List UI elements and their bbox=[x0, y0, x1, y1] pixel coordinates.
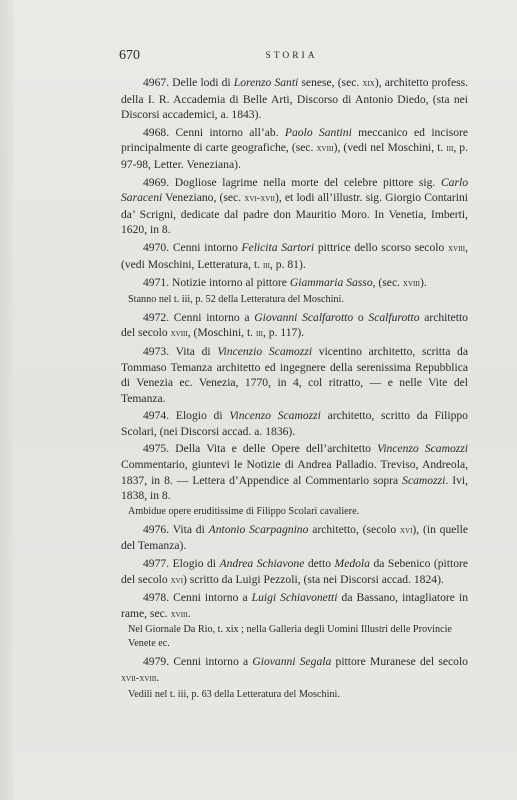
entry-note: Stanno nel t. iii, p. 52 della Letteratura del Moschini. bbox=[128, 293, 344, 305]
entry-number: 4976. bbox=[143, 522, 170, 536]
page-header bbox=[119, 48, 464, 68]
page-number: 670 bbox=[119, 48, 140, 63]
entry-text-part: meccanico ed incisore principalmente di carte geografiche, (sec. bbox=[121, 125, 469, 155]
entry-text-part: senese, (sec. bbox=[298, 76, 363, 89]
entry-4973 bbox=[121, 344, 468, 406]
subject-name: Giovanni Scalfarotto bbox=[254, 310, 354, 324]
entry-text-part: , (vedi Moschini, Letteratura, t. bbox=[121, 240, 468, 271]
entry-text-part: ), (vedi nel Moschini, t. bbox=[333, 141, 447, 155]
entry-number: 4978. bbox=[143, 591, 170, 605]
entry-4977 bbox=[121, 556, 468, 588]
entry-4975 bbox=[121, 441, 468, 518]
entry-number: 4975. bbox=[143, 442, 170, 456]
entry-4978 bbox=[121, 590, 468, 651]
century-numeral: xviii bbox=[170, 328, 188, 340]
running-title: STORIA bbox=[265, 51, 318, 61]
volume-numeral: iii bbox=[446, 143, 454, 155]
entry-number: 4973. bbox=[143, 344, 170, 358]
century-numeral: xviii bbox=[447, 242, 466, 254]
entry-4974 bbox=[121, 408, 468, 439]
entry-text bbox=[121, 240, 468, 273]
volume-numeral: iii bbox=[262, 259, 270, 271]
entry-text-part: ), architetto profess. della I. R. Accademia di Belle Arti, Discorso di Antonio Diedo, (sta nei Discorsi accademici, a. 1843). bbox=[121, 76, 469, 122]
entry-text-part: Notizie intorno al pittore bbox=[172, 276, 290, 290]
entry-text-part: Elogio di bbox=[175, 409, 230, 423]
entry-text-part: Vita di bbox=[175, 344, 218, 358]
century-numeral: xvi bbox=[399, 524, 413, 536]
entry-text bbox=[121, 556, 468, 588]
entry-text-part: o bbox=[353, 310, 369, 324]
entry-text-part: Elogio di bbox=[172, 557, 220, 571]
entry-4972 bbox=[121, 310, 468, 342]
entry-text bbox=[121, 441, 468, 503]
subject-name: Giovanni Segala bbox=[252, 655, 332, 669]
entry-text bbox=[121, 408, 468, 439]
subject-name: Vincenzio Scamozzi bbox=[217, 344, 313, 358]
entry-text-part: ), et lodi all’illustr. sig. Giorgio Contarini da’ Scrigni, dedicate dal padre don Mauritio Moro. In Venetia, Imberti, 1620, in 8. bbox=[121, 191, 468, 237]
entry-text-part: pittore Muranese del secolo bbox=[331, 655, 468, 669]
century-numeral: xviii bbox=[170, 608, 188, 620]
entry-note: Vedili nel t. iii, p. 63 della Letteratura del Moschini. bbox=[128, 688, 340, 700]
entry-note: Nel Giornale Da Rio, t. xix ; nella Galleria degli Uomini Illustri delle Provincie Venete ec. bbox=[128, 624, 452, 650]
entry-text-part: Cenni intorno a bbox=[173, 310, 255, 324]
entry-text bbox=[121, 275, 468, 292]
century-numeral: xvii-xviii bbox=[121, 673, 157, 684]
century-numeral: xviii bbox=[316, 143, 334, 155]
entry-text-part: Cenni intorno a bbox=[173, 655, 253, 669]
entry-text-part: Cenni intorno bbox=[172, 240, 242, 254]
subject-name: Antonio Scarpagnino bbox=[208, 522, 309, 536]
volume-numeral: iii bbox=[255, 328, 263, 340]
entry-4969 bbox=[121, 175, 468, 238]
entry-text-part: pittrice dello scorso secolo bbox=[314, 240, 448, 254]
entry-text-part: , (Moschini, t. bbox=[187, 326, 256, 340]
entry-text-part: Delle lodi di bbox=[172, 76, 234, 89]
entry-text-part: Dogliose lagrime nella morte del celebre pittore sig. bbox=[174, 175, 441, 189]
entry-4967 bbox=[121, 75, 468, 123]
entry-number: 4969. bbox=[143, 175, 170, 189]
subject-name: Luigi Schiavonetti bbox=[251, 591, 338, 605]
subject-name: Paolo Santini bbox=[284, 125, 352, 139]
entry-text-part: Cenni intorno all’ab. bbox=[175, 125, 285, 139]
subject-nickname: Medola bbox=[334, 557, 370, 571]
entry-text-part: Commentario, giuntevi le Notizie di Andrea Palladio. Treviso, Andreola, 1837, in 8. — Lettera d’Appendice al Commentario sopra bbox=[121, 458, 468, 487]
entry-text-part: Veneziano, (sec. bbox=[162, 191, 245, 205]
entry-text-part: da Bassano, intagliatore in rame, sec. bbox=[121, 591, 468, 620]
entry-text-part: , (sec. bbox=[372, 276, 403, 290]
entry-number: 4971. bbox=[143, 276, 170, 290]
entry-text-part: da Sebenico (pittore del secolo bbox=[121, 557, 468, 586]
entry-text-part: . bbox=[156, 671, 160, 684]
entry-text bbox=[121, 75, 468, 123]
entry-text-part: architetto del secolo bbox=[121, 310, 468, 340]
subject-name: Vincenzo Scamozzi bbox=[229, 409, 321, 423]
century-numeral: xix bbox=[362, 78, 375, 89]
entry-text bbox=[121, 654, 468, 686]
subject-name: Giammaria Sasso bbox=[289, 276, 373, 290]
subject-name: Andrea Schiavone bbox=[219, 557, 305, 571]
entry-text-part: ), (in quelle del Temanza). bbox=[121, 522, 468, 553]
entry-4979 bbox=[121, 654, 468, 701]
entry-text-part: , p. 117). bbox=[262, 326, 305, 340]
subject-name: Felicita Sartori bbox=[241, 240, 315, 254]
subject-name-variant: Scalfurotto bbox=[368, 310, 420, 324]
entry-text bbox=[121, 125, 468, 173]
entry-number: 4972. bbox=[143, 310, 170, 324]
entry-text-part: , p. 97-98, Letter. Veneziana). bbox=[121, 141, 468, 171]
entry-text-part: . bbox=[187, 606, 191, 620]
entry-text-part: architetto, scritto da Filippo Scolari, (nei Discorsi accad. a. 1836). bbox=[121, 409, 468, 438]
entry-text-part: ). bbox=[420, 276, 427, 290]
entry-text bbox=[121, 175, 468, 238]
entry-text bbox=[121, 310, 468, 342]
entry-number: 4968. bbox=[143, 125, 170, 139]
entry-note: Ambidue opere eruditissime di Filippo Scolari cavaliere. bbox=[128, 505, 360, 517]
entry-text-part: Vita di bbox=[172, 522, 209, 536]
century-numeral: xvi-xvii bbox=[244, 193, 275, 205]
entry-4976 bbox=[121, 522, 468, 554]
entry-text bbox=[121, 590, 468, 622]
entry-4968 bbox=[121, 125, 468, 173]
entry-number: 4974. bbox=[143, 409, 170, 423]
entry-text-part: ) scritto da Luigi Pezzoli, (sta nei Discorsi accad. 1824). bbox=[183, 572, 444, 586]
entry-number: 4967. bbox=[143, 76, 170, 89]
entry-number: 4977. bbox=[143, 557, 170, 571]
entry-number: 4979. bbox=[143, 655, 170, 669]
entry-number: 4970. bbox=[143, 240, 170, 254]
entry-text-part: , p. 81). bbox=[269, 257, 306, 271]
century-numeral: xvi bbox=[170, 574, 184, 586]
entry-text-part: architetto, (secolo bbox=[308, 522, 400, 536]
entry-text-part: Della Vita e delle Opere dell’architetto bbox=[175, 442, 378, 456]
entry-text bbox=[121, 344, 468, 406]
entry-text-part: vicentino architetto, scritta da Tommaso Temanza architetto ed ingegnere della serenissima Repubblica di Venezia ec. Venezia, 1770, in 4, col ritratto, — e nelle Vite del Temanza. bbox=[121, 344, 468, 405]
entry-text-part: Cenni intorno a bbox=[173, 591, 252, 605]
entries-list bbox=[121, 75, 468, 705]
subject-name: Carlo Saraceni bbox=[121, 175, 468, 205]
entry-text-part: detto bbox=[304, 557, 335, 571]
subject-name: Lorenzo Santi bbox=[233, 76, 299, 89]
entry-4970 bbox=[121, 240, 468, 273]
subject-name: Vincenzo Scamozzi bbox=[377, 442, 468, 456]
entry-text bbox=[121, 522, 468, 554]
century-numeral: xviii bbox=[402, 278, 420, 290]
subject-name: Scamozzi bbox=[402, 473, 446, 487]
entry-4971 bbox=[121, 275, 468, 307]
entry-text-part: . Ivi, 1838, in 8. bbox=[121, 473, 468, 503]
